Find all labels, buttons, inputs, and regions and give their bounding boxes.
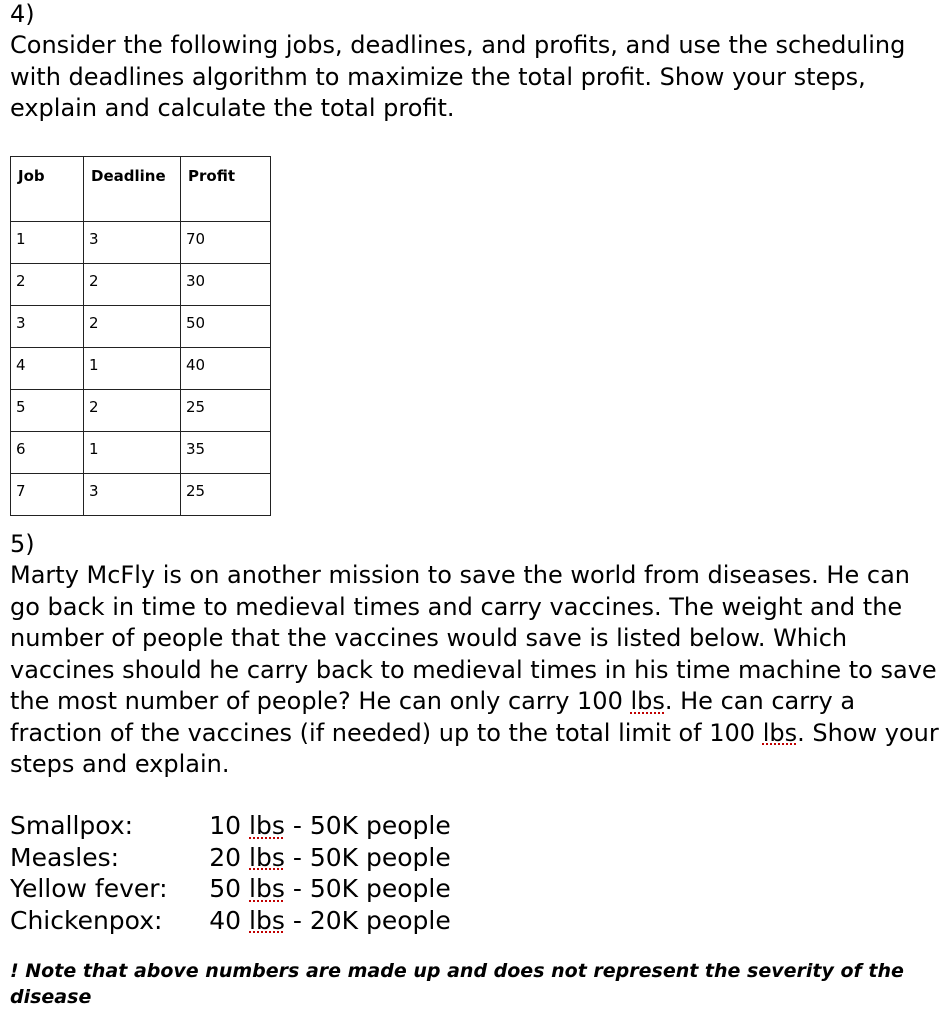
cell-job: 3	[11, 306, 84, 348]
table-row	[11, 222, 271, 264]
cell-deadline: 3	[84, 474, 181, 516]
vaccine-name: Smallpox:	[10, 811, 134, 840]
cell-job: 4	[11, 348, 84, 390]
table-row	[11, 432, 271, 474]
question-4-text: Consider the following jobs, deadlines, and profits, and use the scheduling with deadlines algorithm to maximize the total profit. Show your steps, explain and calculate the total profit.	[10, 31, 906, 122]
disclaimer-note: ! Note that above numbers are made up and does not represent the severity of the disease	[10, 960, 904, 1008]
vaccine-weight: 10	[209, 811, 242, 840]
cell-profit: 35	[181, 432, 271, 474]
question-5-text-part3: . Show your steps and explain.	[10, 718, 939, 778]
vaccine-people: 20K people	[309, 905, 451, 935]
cell-job: 7	[11, 474, 84, 516]
vaccine-info: 10 lbs - 50K people	[209, 811, 451, 840]
vaccine-people: 50K people	[309, 874, 451, 903]
header-deadline	[84, 157, 181, 222]
question-5-text-part2: . He can carry a fraction of the vaccines (if needed) up to the total limit of 100	[10, 687, 856, 747]
vaccine-name: Yellow fever:	[10, 874, 168, 903]
cell-job: 5	[11, 390, 84, 432]
table-row	[11, 264, 271, 306]
vaccine-info: 20 lbs - 50K people	[209, 842, 451, 872]
vaccine-weight: 50	[209, 874, 242, 903]
table-row	[11, 306, 271, 348]
question-5-text	[10, 560, 940, 781]
cell-profit: 25	[181, 474, 271, 516]
cell-deadline: 2	[84, 264, 181, 306]
vaccine-name: Chickenpox:	[10, 905, 163, 935]
vaccine-weight: 20	[209, 842, 242, 872]
cell-job: 1	[11, 222, 84, 264]
table-row	[11, 390, 271, 432]
cell-deadline: 2	[84, 306, 181, 348]
table-row	[11, 348, 271, 390]
table-row	[11, 474, 271, 516]
vaccine-weight: 40	[209, 905, 242, 935]
vaccine-people: 50K people	[309, 811, 451, 840]
cell-profit: 50	[181, 306, 271, 348]
question-5-number: 5)	[10, 530, 35, 558]
header-job: Job	[11, 157, 84, 222]
question-4-number: 4)	[10, 0, 35, 28]
unit-lbs: lbs	[249, 811, 285, 840]
table-header-row	[11, 157, 271, 222]
header-deadline-label: Deadline	[91, 167, 166, 185]
unit-lbs: lbs	[249, 905, 285, 935]
unit-lbs: lbs	[249, 874, 285, 903]
header-profit: Profit	[181, 157, 271, 222]
cell-deadline: 1	[84, 432, 181, 474]
vaccine-people: 50K people	[309, 842, 451, 872]
cell-profit: 70	[181, 222, 271, 264]
vaccine-name: Measles:	[10, 842, 120, 872]
unit-lbs: lbs	[630, 687, 665, 715]
cell-deadline: 2	[84, 390, 181, 432]
cell-profit: 30	[181, 264, 271, 306]
jobs-table	[10, 156, 271, 516]
cell-profit: 40	[181, 348, 271, 390]
vaccine-info: 40 lbs - 20K people	[209, 905, 451, 935]
vaccine-info: 50 lbs - 50K people	[209, 874, 451, 903]
cell-job: 2	[11, 264, 84, 306]
cell-profit: 25	[181, 390, 271, 432]
cell-job: 6	[11, 432, 84, 474]
unit-lbs: lbs	[762, 718, 798, 747]
question-5-text-part1: Marty McFly is on another mission to save the world from diseases. He can go back in time to medieval times and carry vaccines. The weight and the number of people that the vaccines would save is listed below. Which vaccines should he carry back to medieval times in his time machine to save the most number of people? He can only carry 100	[10, 561, 937, 715]
unit-lbs: lbs	[249, 842, 285, 872]
cell-deadline: 1	[84, 348, 181, 390]
cell-deadline: 3	[84, 222, 181, 264]
